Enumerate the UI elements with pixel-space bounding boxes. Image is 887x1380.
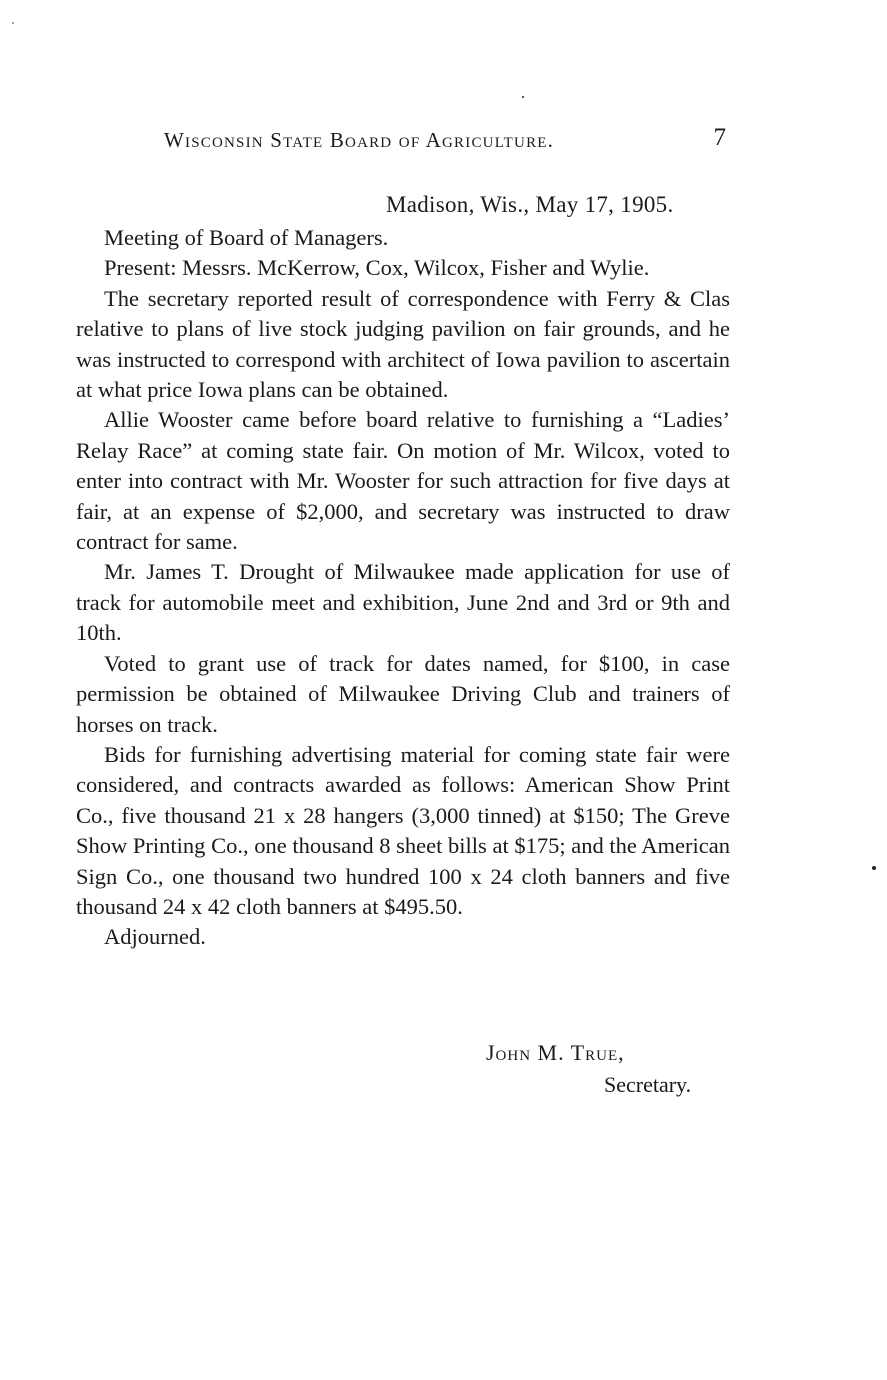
print-speck — [872, 866, 876, 870]
minutes-body — [76, 223, 730, 953]
running-head — [164, 124, 734, 160]
paragraph-advertising-bids: Bids for furnishing advertising material for coming state fair were considered, and contracts awarded as follows: American Show Print Co., five thousand 21 x 28 hangers (3,000 tinned) at $150; The Greve Show Printing Co., one thousand 8 sheet bills at $175; and the American Sign Co., one thousand two hundred 100 x 24 cloth banners and five thousand 24 x 42 cloth banners at $495.50. — [76, 741, 730, 919]
paragraph-automobile-meet: Mr. James T. Drought of Milwaukee made application for use of track for automobile meet and exhibition, June 2nd and 3rd or 9th and 10th. — [76, 559, 730, 646]
meeting-dateline: Madison, Wis., May 17, 1905. — [386, 192, 674, 217]
print-speck — [522, 96, 524, 98]
page-number: 7 — [713, 124, 726, 151]
secretary-title: Secretary. — [604, 1072, 692, 1097]
paragraph-track-use: Voted to grant use of track for dates named, for $100, in case permission be obtained of Milwaukee Driving Club and trainers of horses on track. — [76, 650, 730, 737]
print-speck — [12, 22, 14, 24]
paragraph-present: Present: Messrs. McKerrow, Cox, Wilcox, Fisher and Wylie. — [104, 255, 650, 281]
paragraph-meeting: Meeting of Board of Managers. — [104, 225, 389, 250]
paragraph-relay-race: Allie Wooster came before board relative to furnishing a “Ladies’ Relay Race” at coming state fair. On motion of Mr. Wilcox, voted to enter into contract with Mr. Wooster for such attraction for five days at fair, at an expense of $2,000, and secretary was instructed to draw contract for same. — [76, 407, 730, 555]
secretary-name: John M. True, — [486, 1040, 625, 1065]
signature-block — [486, 1037, 716, 1101]
paragraph-adjourned: Adjourned. — [104, 924, 206, 950]
running-head-title: Wisconsin State Board of Agriculture. — [164, 128, 555, 152]
paragraph-correspondence: The secretary reported result of correspondence with Ferry & Clas relative to plans of live stock judging pavilion on fair grounds, and he was instructed to correspond with architect of Iowa pavilion to ascertain at what price Iowa plans can be obtained. — [76, 285, 730, 403]
